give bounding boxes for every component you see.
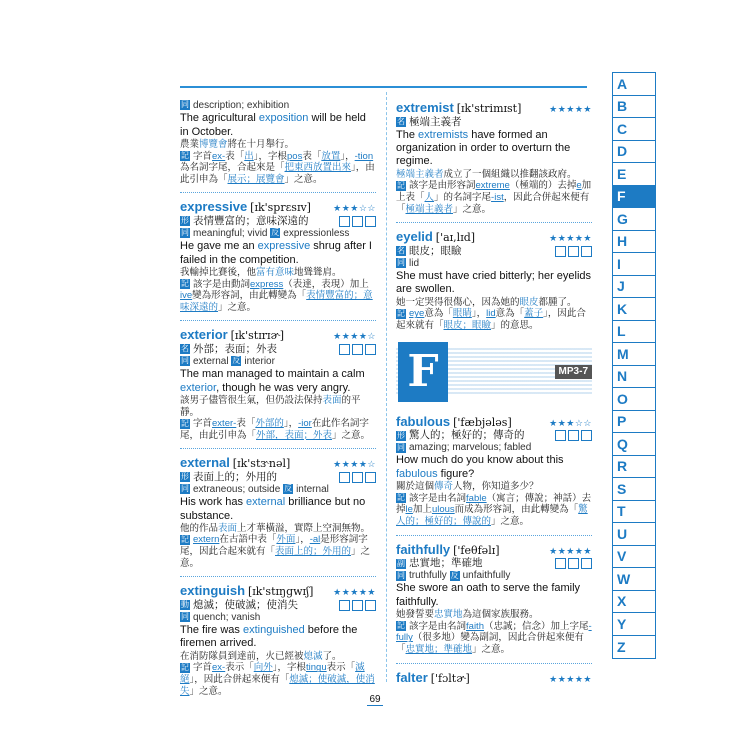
synonym-icon: 同 bbox=[181, 484, 189, 494]
alphabet-tab-z[interactable]: Z bbox=[617, 638, 626, 655]
review-checkboxes[interactable] bbox=[555, 430, 592, 441]
example-en: The fire was extinguished before the firemen arrived. bbox=[180, 624, 358, 650]
synonyms: description; exhibition bbox=[193, 100, 290, 111]
top-rule bbox=[180, 86, 587, 88]
alphabet-tab-x[interactable]: X bbox=[613, 591, 655, 614]
etymology-note: 記 字首ex-表示「向外」，字根tingu表示「滅絕」，因此合併起來便有「熄滅；使破滅，使消失」之意。 bbox=[180, 662, 375, 697]
etymology-note: 記 該字是由名詞fable（寓言；傳說；神話）去掉le加上ulous而成為形容詞，由此轉變為「驚人的；極好的；傳說的」之意。 bbox=[396, 492, 592, 527]
alphabet-tab-y[interactable]: Y bbox=[613, 613, 655, 636]
alphabet-tab-c[interactable]: C bbox=[613, 118, 655, 141]
entry-separator bbox=[396, 663, 592, 664]
memory-icon: 記 bbox=[397, 493, 405, 503]
example-en: The extremists have formed an organization in order to overturn the regime. bbox=[396, 128, 571, 168]
alphabet-tab-g[interactable]: G bbox=[613, 208, 655, 231]
memory-icon: 記 bbox=[181, 662, 189, 672]
entry-exterior: exterior [ɪk'stɪrɪɚ] ★★★★☆ 名 外部；表面；外表 同 external 反 interior The man managed to maintain a calm exterior, though he was very angry. 該男子儘管很生氣，但仍設法保持表面的平靜。 記 字首exter-表「外部的」，-ior在此作名詞字尾，由此引申為「外部，表面；外表」之意。 bbox=[180, 327, 376, 441]
frequency-stars: ★★★★★ bbox=[549, 673, 592, 684]
frequency-stars: ★★★☆☆ bbox=[549, 417, 592, 428]
synonym-icon: 同 bbox=[181, 100, 189, 110]
part-of-speech-icon: 副 bbox=[397, 558, 405, 568]
right-column bbox=[396, 100, 592, 690]
etymology-note: 記 eye意為「眼睛」，lid意為「蓋子」，因此合起來就有「眼皮；眼瞼」的意思。 bbox=[396, 308, 586, 331]
alphabet-tab-d[interactable]: D bbox=[613, 141, 655, 164]
left-column bbox=[180, 100, 376, 702]
entry-eyelid: eyelid ['aɪ,lɪd] ★★★★★ 名 眼皮；眼瞼 同 lid She must have cried bitterly; her eyelids are swollen. 她一定哭得很傷心，因為她的眼皮都腫了。 記 eye意為「眼睛」，lid意為「蓋子」，因此合起來就有「眼皮；眼瞼」的意思。 bbox=[396, 229, 592, 331]
alphabet-tab-p[interactable]: P bbox=[613, 411, 655, 434]
frequency-stars: ★★★★★ bbox=[549, 104, 592, 114]
alphabet-tab-n[interactable]: N bbox=[613, 366, 655, 389]
synonym-icon: 同 bbox=[181, 228, 189, 238]
example-zh: 她發誓要忠實地為這個家族服務。 bbox=[396, 609, 539, 621]
review-checkboxes[interactable] bbox=[555, 558, 592, 569]
memory-icon: 記 bbox=[397, 308, 405, 318]
alphabet-tab-i[interactable]: I bbox=[613, 253, 655, 276]
entry-extinguish: extinguish [ɪk'stɪŋgwɪʃ] ★★★★★ 動 熄滅；使破滅；使消失 同 quench; vanish The fire was extinguished before the firemen arrived. 在消防隊員到達前，火已經被熄滅了。 記 字首ex-表示「向外」，字根tingu表示「滅絕」，因此合併起來便有「熄滅；使破滅，使消失」之意。 bbox=[180, 583, 376, 697]
frequency-stars: ★★★☆☆ bbox=[333, 203, 376, 214]
example-zh: 極端主義者成立了一個組織以推翻該政府。 bbox=[396, 168, 577, 180]
alphabet-tab-w[interactable]: W bbox=[613, 568, 655, 591]
example-en: The agricultural exposition will be held in October. bbox=[180, 112, 366, 138]
entry-expressive: expressive [ɪk'sprɛsɪv] ★★★☆☆ 形 表情豐富的；意味深遠的 同 meaningful; vivid 反 expressionless He gave me an expressive shrug after I failed in the competition. 我輸掉比賽後，他富有意味地聳聳肩。 記 該字是由動詞express（表達，表現）加上ive變為形容詞，由此轉變為「表情豐富的；意味深遠的」之意。 bbox=[180, 199, 376, 313]
alphabet-tab-j[interactable]: J bbox=[613, 276, 655, 299]
antonym-icon: 反 bbox=[271, 228, 280, 238]
example-en: She swore an oath to serve the family faithfully. bbox=[396, 582, 581, 608]
phonetic: [ɪk'stɝnəl] bbox=[232, 457, 291, 471]
review-checkboxes[interactable] bbox=[555, 246, 592, 257]
synonym-icon: 同 bbox=[181, 356, 189, 366]
example-zh: 該男子儘管很生氣，但仍設法保持表面的平靜。 bbox=[180, 394, 361, 418]
review-checkboxes[interactable] bbox=[339, 472, 376, 483]
headword: extremist bbox=[396, 100, 454, 115]
entry-separator bbox=[396, 535, 592, 536]
entry-falter bbox=[396, 670, 592, 686]
alphabet-tab-e[interactable]: E bbox=[613, 163, 655, 186]
example-zh: 他的作品表面上才華橫溢，實際上空洞無物。 bbox=[180, 522, 371, 534]
memory-icon: 記 bbox=[181, 279, 189, 289]
headword: faithfully bbox=[396, 541, 451, 557]
synonym-icon: 同 bbox=[397, 258, 405, 268]
antonym-icon: 反 bbox=[284, 484, 293, 494]
column-divider bbox=[386, 92, 387, 682]
review-checkboxes[interactable] bbox=[339, 600, 376, 611]
audio-track-label[interactable]: MP3-7 bbox=[555, 365, 592, 379]
part-of-speech-icon: 形 bbox=[181, 472, 189, 482]
phonetic: [ɪk'strimɪst] bbox=[456, 102, 522, 115]
etymology-note: 記 該字是由動詞express（表達，表現）加上ive變為形容詞，由此轉變為「表情豐富的；意味深遠的」之意。 bbox=[180, 278, 373, 313]
part-of-speech-icon: 名 bbox=[397, 246, 405, 256]
phonetic: ['aɪ,lɪd] bbox=[435, 231, 476, 245]
etymology-note: 記 該字是由形容詞extreme（極端的）去掉e加上表「人」的名詞字尾-ist，因此合併起來便有「極端主義者」之意。 bbox=[396, 180, 592, 215]
phonetic: [ɪk'stɪrɪɚ] bbox=[230, 329, 285, 343]
part-of-speech-icon: 名 bbox=[181, 344, 189, 354]
alphabet-tab-f[interactable]: F bbox=[613, 186, 655, 209]
section-letter: F bbox=[398, 342, 448, 402]
alphabet-tab-t[interactable]: T bbox=[613, 501, 655, 524]
entry-separator bbox=[180, 448, 376, 449]
entry-separator bbox=[180, 192, 376, 193]
example-en: He gave me an expressive shrug after I failed in the competition. bbox=[180, 240, 372, 266]
frequency-stars: ★★★★☆ bbox=[333, 331, 376, 342]
frequency-stars: ★★★★★ bbox=[549, 545, 592, 556]
example-en: She must have cried bitterly; her eyelids are swollen. bbox=[396, 270, 592, 296]
entry-exposition-cont bbox=[180, 100, 376, 185]
alphabet-tab-k[interactable]: K bbox=[613, 298, 655, 321]
phonetic: [ɪk'sprɛsɪv] bbox=[250, 201, 311, 215]
phonetic: ['fɔltɚ] bbox=[430, 671, 470, 685]
phonetic: [ɪk'stɪŋgwɪʃ] bbox=[247, 585, 314, 599]
frequency-stars: ★★★★★ bbox=[549, 233, 592, 244]
part-of-speech-icon: 動 bbox=[181, 600, 189, 610]
headword: external bbox=[180, 455, 230, 471]
memory-icon: 記 bbox=[181, 534, 189, 544]
entry-extremist bbox=[396, 100, 592, 215]
synonym-icon: 同 bbox=[397, 442, 405, 452]
antonym-icon: 反 bbox=[450, 570, 459, 580]
frequency-stars: ★★★★☆ bbox=[333, 459, 376, 470]
memory-icon: 記 bbox=[181, 418, 189, 428]
alphabet-tab-r[interactable]: R bbox=[613, 456, 655, 479]
alphabet-tab-m[interactable]: M bbox=[613, 343, 655, 366]
alphabet-tab-u[interactable]: U bbox=[613, 523, 655, 546]
entry-separator bbox=[180, 576, 376, 577]
definition: 表情豐富的；意味深遠的 bbox=[193, 215, 309, 228]
example-zh: 關於這個傳奇人物，你知道多少？ bbox=[396, 481, 539, 493]
entry-separator bbox=[396, 222, 592, 223]
etymology-note: 記 extern在古語中表「外面」，-al是形容詞字尾，因此合起來就有「表面上的；外用的」之意。 bbox=[180, 534, 371, 569]
entry-external: external [ɪk'stɝnəl] ★★★★☆ 形 表面上的；外用的 同 extraneous; outside 反 internal His work has external brilliance but no substance. 他的作品表面上才華橫溢，實際上空洞無物。 記 extern在古語中表「外面」，-al是形容詞字尾，因此合起來就有「表面上的；外用的」之意。 bbox=[180, 455, 376, 569]
headword: eyelid bbox=[396, 229, 433, 245]
alphabet-tab-b[interactable]: B bbox=[613, 96, 655, 119]
memory-icon: 記 bbox=[397, 180, 405, 190]
phonetic: ['fæbjələs] bbox=[453, 415, 512, 429]
definition: 表面上的；外用的 bbox=[193, 471, 277, 484]
alphabet-tab-l[interactable]: L bbox=[613, 321, 655, 344]
definition: 外部；表面；外表 bbox=[193, 343, 277, 356]
example-zh: 我輸掉比賽後，他富有意味地聳聳肩。 bbox=[180, 266, 342, 278]
etymology-note: 記 字首ex-表「出」，字根pos表「放置」，-tion為名詞字尾，合起來是「把東西放置出來」，由此引申為「展示；展覽會」之意。 bbox=[180, 150, 375, 185]
etymology-note: 記 該字是由名詞faith（忠誠；信念）加上字尾-fully（很多地）變為副詞，因此合併起來便有「忠實地；準確地」之意。 bbox=[396, 620, 592, 655]
memory-icon: 記 bbox=[181, 151, 189, 161]
definition: 熄滅；使破滅；使消失 bbox=[193, 599, 298, 612]
definition: 極端主義者 bbox=[409, 115, 462, 128]
entry-faithfully: faithfully ['feθfəlɪ] ★★★★★ 副 忠實地；準確地 同 truthfully 反 unfaithfully She swore an oath to serve the family faithfully. 她發誓要忠實地為這個家族服務。 記 該字是由名詞faith（忠誠；信念）加上字尾-fully（很多地）變為副詞，因此合併起來便有「忠實地；準確地」之意。 bbox=[396, 541, 592, 655]
phonetic: ['feθfəlɪ] bbox=[453, 543, 500, 557]
alphabet-tab-h[interactable]: H bbox=[613, 231, 655, 254]
headword: fabulous bbox=[396, 413, 451, 429]
review-checkboxes[interactable] bbox=[339, 216, 376, 227]
entry-fabulous: fabulous ['fæbjələs] ★★★☆☆ 形 驚人的；極好的；傳奇的 同 amazing; marvelous; fabled How much do you know about this fabulous figure? 關於這個傳奇人物，你知道多少？ 記 該字是由名詞fable（寓言；傳說；神話）去掉le加上ulous而成為形容詞，由此轉變為「驚人的；極好的；傳說的」之意。 bbox=[396, 413, 592, 527]
example-zh: 在消防隊員到達前，火已經被熄滅了。 bbox=[180, 650, 342, 662]
alphabet-tab-s[interactable]: S bbox=[613, 478, 655, 501]
headword: falter bbox=[396, 669, 428, 685]
example-zh: 農業博覽會將在十月舉行。 bbox=[180, 139, 295, 150]
part-of-speech-icon: 名 bbox=[397, 117, 405, 127]
headword: expressive bbox=[180, 199, 248, 215]
alphabet-tab-v[interactable]: V bbox=[613, 546, 655, 569]
synonym-icon: 同 bbox=[397, 570, 405, 580]
memory-icon: 記 bbox=[397, 621, 405, 631]
part-of-speech-icon: 形 bbox=[181, 216, 189, 226]
definition: 驚人的；極好的；傳奇的 bbox=[409, 429, 525, 442]
example-zh: 她一定哭得很傷心，因為她的眼皮都腫了。 bbox=[396, 296, 577, 308]
entry-separator bbox=[180, 320, 376, 321]
alphabet-index bbox=[612, 72, 656, 659]
headword: extinguish bbox=[180, 583, 246, 599]
frequency-stars: ★★★★★ bbox=[333, 587, 376, 598]
alphabet-tab-a[interactable]: A bbox=[613, 73, 655, 96]
section-banner-f bbox=[396, 342, 592, 402]
headword: exterior bbox=[180, 327, 228, 343]
synonym-icon: 同 bbox=[181, 612, 189, 622]
definition: 眼皮；眼瞼 bbox=[409, 245, 462, 258]
example-en: His work has external brilliance but no substance. bbox=[180, 496, 366, 522]
alphabet-tab-q[interactable]: Q bbox=[613, 433, 655, 456]
part-of-speech-icon: 形 bbox=[397, 430, 405, 440]
definition: 忠實地；準確地 bbox=[409, 557, 483, 570]
alphabet-tab-o[interactable]: O bbox=[613, 388, 655, 411]
example-en: The man managed to maintain a calm exterior, though he was very angry. bbox=[180, 368, 365, 394]
etymology-note: 記 字首exter-表「外部的」，-ior在此作名詞字尾，由此引申為「外部，表面；外表」之意。 bbox=[180, 418, 371, 441]
review-checkboxes[interactable] bbox=[339, 344, 376, 355]
antonym-icon: 反 bbox=[232, 356, 241, 366]
example-en: How much do you know about this fabulous figure? bbox=[396, 454, 564, 480]
page-number: 69 bbox=[369, 694, 381, 705]
